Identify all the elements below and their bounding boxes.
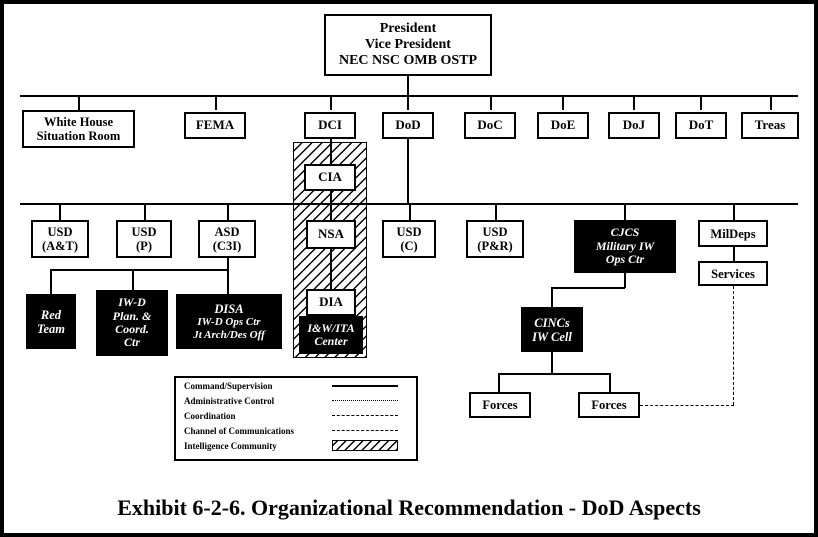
legend-box	[174, 376, 418, 461]
node-cjcs-military-iw-ops-ctr[interactable]	[574, 220, 676, 273]
forces-bus	[498, 373, 611, 375]
node-white-house-line-1: White House	[43, 115, 114, 129]
legend-row-coordination	[176, 408, 416, 423]
node-dia-label: DIA	[319, 294, 343, 310]
drop-cjcs	[624, 203, 626, 220]
node-doe[interactable]	[537, 112, 589, 139]
tier1-bus	[20, 95, 798, 97]
legend-sample-hatch-swatch	[332, 440, 398, 451]
node-cincs-line-2: IW Cell	[532, 329, 572, 344]
node-dot-label: DoT	[688, 117, 714, 133]
node-cia-label: CIA	[318, 169, 342, 185]
node-iw-ita-center[interactable]	[299, 316, 363, 354]
drop-disa	[227, 269, 229, 294]
node-iwd-plan-coord-ctr[interactable]	[96, 290, 168, 356]
connector-president-to-bus	[407, 76, 409, 96]
node-iwd-plan-line-2: Plan. &	[112, 308, 152, 323]
drop-dot	[700, 95, 702, 110]
drop-doc	[490, 95, 492, 110]
node-forces-left[interactable]	[469, 392, 531, 418]
legend-sample-solid-line	[332, 380, 398, 391]
node-dci[interactable]	[304, 112, 356, 139]
node-asd-c3i-line-1: ASD	[214, 225, 240, 239]
node-cincs-line-1: CINCs	[534, 315, 570, 330]
drop-usd-at	[59, 203, 61, 220]
asd-sub-bus	[50, 269, 228, 271]
node-disa[interactable]	[176, 294, 282, 349]
node-dci-label: DCI	[318, 117, 342, 133]
node-usd-at-line-1: USD	[47, 225, 73, 239]
node-doc-label: DoC	[477, 117, 503, 133]
node-usd-c-line-1: USD	[396, 225, 422, 239]
drop-usd-p	[144, 203, 146, 220]
node-forces-right[interactable]	[578, 392, 640, 418]
connector-mildeps-services	[733, 247, 735, 261]
drop-white-house	[78, 95, 80, 110]
node-doj-label: DoJ	[622, 117, 646, 133]
connector-dci-cia	[330, 139, 332, 164]
node-usd-pr[interactable]	[466, 220, 524, 258]
connector-cia-nsa	[330, 191, 332, 220]
node-treas-label: Treas	[754, 117, 786, 133]
legend-label-channel-of-communications: Channel of Communications	[184, 425, 295, 436]
node-cincs-iw-cell[interactable]	[521, 307, 583, 352]
node-iwd-plan-line-1: IW-D	[118, 295, 146, 310]
legend-sample-dotted-line	[332, 395, 398, 406]
node-cjcs-line-2: Military IW	[595, 238, 655, 253]
node-fema-label: FEMA	[195, 117, 235, 133]
node-doe-label: DoE	[550, 117, 576, 133]
node-doj[interactable]	[608, 112, 660, 139]
node-dod[interactable]	[382, 112, 434, 139]
connector-nsa-dia	[330, 249, 332, 289]
dashed-services-to-forces	[640, 405, 734, 406]
node-nsa-label: NSA	[317, 226, 344, 242]
node-president-line-2: Vice President	[365, 37, 451, 53]
node-mildeps-label: MilDeps	[710, 226, 756, 241]
node-red-team[interactable]	[26, 294, 76, 349]
legend-row-administrative-control	[176, 393, 416, 408]
node-usd-p-line-1: USD	[131, 225, 157, 239]
connector-cjcs-cincs	[551, 287, 553, 307]
node-iwd-plan-line-3: Coord.	[115, 322, 149, 336]
connector-cjcs-cincs-h	[551, 287, 625, 289]
node-mildeps[interactable]	[698, 220, 768, 247]
legend-sample-dash-dot-line	[332, 425, 398, 436]
connector-cincs-down	[551, 352, 553, 374]
legend-label-administrative-control: Administrative Control	[184, 395, 275, 406]
legend-row-channel-of-communications	[176, 423, 416, 438]
legend-label-coordination: Coordination	[184, 410, 236, 421]
node-services[interactable]	[698, 261, 768, 286]
node-disa-line-3: Jt Arch/Des Off	[193, 328, 265, 341]
node-forces-left-label: Forces	[482, 398, 518, 412]
node-disa-line-1: DISA	[214, 302, 244, 317]
node-usd-at[interactable]	[31, 220, 89, 258]
drop-usd-pr	[495, 203, 497, 220]
drop-forces-left	[498, 373, 500, 392]
node-forces-right-label: Forces	[591, 398, 627, 412]
node-cjcs-line-3: Ops Ctr	[605, 252, 645, 267]
drop-usd-c	[409, 203, 411, 220]
node-white-house-line-2: Situation Room	[36, 129, 121, 143]
node-white-house-situation-room[interactable]	[22, 110, 135, 148]
drop-iwd-plan	[132, 269, 134, 290]
node-cia[interactable]	[304, 164, 356, 191]
node-nsa[interactable]	[306, 220, 356, 249]
node-usd-p[interactable]	[116, 220, 172, 258]
node-president-line-3: NEC NSC OMB OSTP	[338, 52, 478, 68]
node-treas[interactable]	[741, 112, 799, 139]
node-president[interactable]	[324, 14, 492, 76]
node-usd-c[interactable]	[382, 220, 436, 258]
drop-mildeps	[733, 203, 735, 220]
node-red-team-line-1: Red	[40, 307, 62, 322]
drop-doe	[562, 95, 564, 110]
drop-dci	[330, 95, 332, 110]
node-usd-p-line-2: (P)	[136, 239, 152, 253]
node-dod-label: DoD	[395, 117, 421, 133]
dashed-services-down	[733, 286, 734, 405]
drop-treas	[770, 95, 772, 110]
node-president-line-1: President	[379, 21, 437, 37]
node-dot[interactable]	[675, 112, 727, 139]
legend-label-command-supervision: Command/Supervision	[184, 380, 273, 391]
legend-label-intelligence-community: Intelligence Community	[184, 440, 277, 451]
org-chart-canvas	[4, 4, 814, 533]
node-red-team-line-2: Team	[36, 321, 65, 336]
drop-asd-c3i	[227, 203, 229, 220]
drop-dod	[407, 95, 409, 110]
node-dia[interactable]	[306, 289, 356, 316]
node-asd-c3i[interactable]	[198, 220, 256, 258]
legend-row-command-supervision	[176, 378, 416, 393]
node-iw-ita-center-line-1: I&W/ITA	[307, 320, 355, 335]
node-usd-pr-line-1: USD	[482, 225, 508, 239]
node-cjcs-line-1: CJCS	[610, 225, 640, 240]
drop-forces-right	[609, 373, 611, 392]
legend-row-intelligence-community	[176, 438, 416, 453]
legend-sample-dashed-line	[332, 410, 398, 421]
node-asd-c3i-line-2: (C3I)	[212, 239, 242, 253]
node-fema[interactable]	[184, 112, 246, 139]
node-disa-line-2: IW-D Ops Ctr	[197, 316, 261, 329]
node-usd-at-line-2: (A&T)	[41, 239, 79, 253]
connector-cjcs-down	[624, 273, 626, 288]
node-services-label: Services	[711, 266, 755, 281]
node-usd-c-line-2: (C)	[400, 239, 418, 253]
drop-fema	[215, 95, 217, 110]
exhibit-caption: Exhibit 6-2-6. Organizational Recommendation - DoD Aspects	[117, 495, 701, 520]
drop-red-team	[50, 269, 52, 294]
drop-doj	[633, 95, 635, 110]
node-doc[interactable]	[464, 112, 516, 139]
node-iwd-plan-line-4: Ctr	[123, 335, 140, 350]
node-usd-pr-line-2: (P&R)	[477, 239, 513, 253]
node-iw-ita-center-line-2: Center	[314, 334, 348, 348]
connector-dod-to-bus	[407, 139, 409, 204]
